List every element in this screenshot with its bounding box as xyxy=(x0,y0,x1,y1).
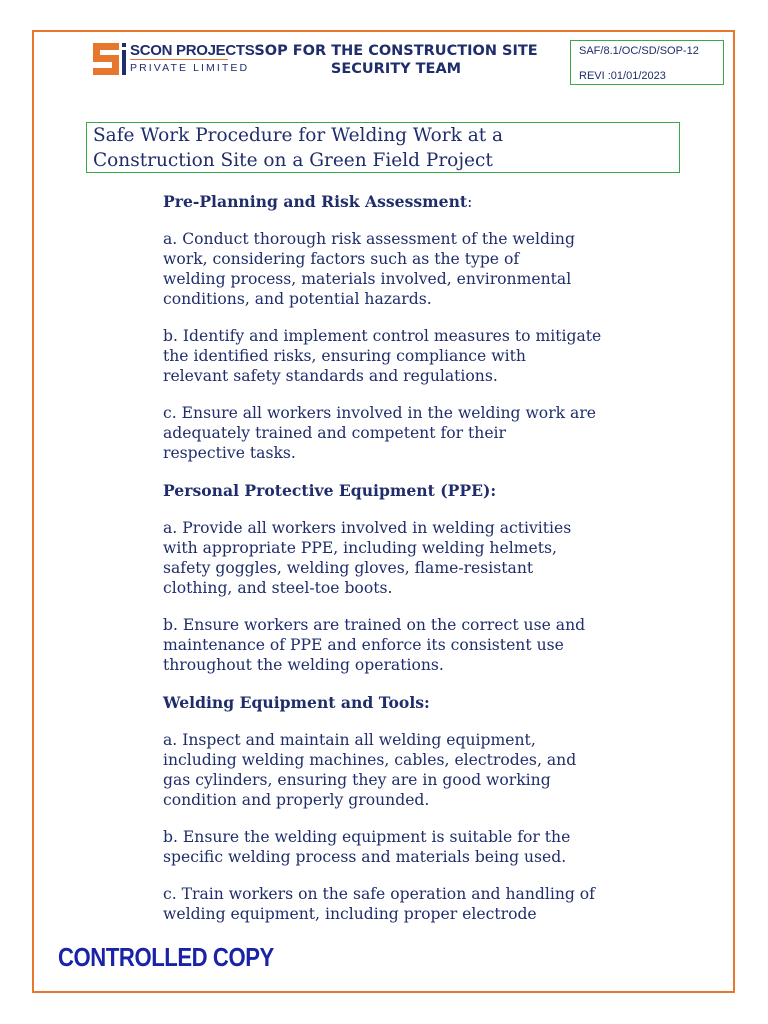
section-heading xyxy=(163,192,688,212)
list-item-line: with appropriate PPE, including welding helmets, xyxy=(163,539,557,557)
list-item-line: welding process, materials involved, environmental xyxy=(163,270,572,288)
list-item-line: the identified risks, ensuring compliance with xyxy=(163,347,526,365)
list-item-line: safety goggles, welding gloves, flame-resistant xyxy=(163,559,534,577)
logo-subtitle: PRIVATE LIMITED xyxy=(130,62,250,74)
procedure-content xyxy=(163,192,688,924)
document-title-line2: SECURITY TEAM xyxy=(330,61,462,77)
reference-code: SAF/8.1/OC/SD/SOP-12 xyxy=(579,45,699,57)
section-heading-text: Pre-Planning and Risk Assessment xyxy=(163,192,468,211)
list-item-line: condition and properly grounded. xyxy=(163,791,430,809)
list-item xyxy=(163,730,688,810)
list-item-line: maintenance of PPE and enforce its consistent use xyxy=(163,636,564,654)
procedure-title-line2: Construction Site on a Green Field Project xyxy=(93,150,493,171)
section-heading-suffix: : xyxy=(467,193,473,211)
list-item-line: including welding machines, cables, electrodes, and xyxy=(163,751,577,769)
list-item-line: a. Conduct thorough risk assessment of the welding xyxy=(163,230,575,248)
list-item-line: throughout the welding operations. xyxy=(163,656,444,674)
list-item-line: conditions, and potential hazards. xyxy=(163,290,432,308)
list-item-line: work, considering factors such as the type of xyxy=(163,250,520,268)
controlled-copy-stamp: CONTROLLED COPY xyxy=(58,942,274,972)
revision-date: REVI :01/01/2023 xyxy=(579,70,666,82)
list-item xyxy=(163,518,688,598)
list-item xyxy=(163,884,688,924)
list-item xyxy=(163,229,688,309)
list-item-line: c. Ensure all workers involved in the welding work are xyxy=(163,404,597,422)
procedure-title-box xyxy=(86,122,680,173)
list-item xyxy=(163,403,688,463)
scon-logo-icon xyxy=(92,42,126,76)
list-item-line: b. Ensure workers are trained on the correct use and xyxy=(163,616,586,634)
list-item-line: respective tasks. xyxy=(163,444,296,462)
list-item-line: gas cylinders, ensuring they are in good working xyxy=(163,771,551,789)
list-item-line: specific welding process and materials being used. xyxy=(163,848,567,866)
procedure-title-line1: Safe Work Procedure for Welding Work at a xyxy=(93,125,504,146)
document-title xyxy=(240,42,552,78)
list-item-line: relevant safety standards and regulations. xyxy=(163,367,498,385)
section-heading-text: Welding Equipment and Tools: xyxy=(163,693,430,712)
list-item-line: b. Identify and implement control measures to mitigate xyxy=(163,327,602,345)
list-item xyxy=(163,615,688,675)
logo-name: SCON PROJECTS xyxy=(130,42,255,59)
section-heading xyxy=(163,481,688,501)
logo-rule xyxy=(130,59,228,60)
reference-box xyxy=(570,40,724,85)
document-title-line1: SOP FOR THE CONSTRUCTION SITE xyxy=(254,43,538,59)
list-item-line: c. Train workers on the safe operation and handling of xyxy=(163,885,595,903)
list-item xyxy=(163,827,688,867)
company-logo xyxy=(92,42,255,80)
section-heading-text: Personal Protective Equipment (PPE): xyxy=(163,481,497,500)
list-item-line: b. Ensure the welding equipment is suitable for the xyxy=(163,828,571,846)
list-item-line: adequately trained and competent for their xyxy=(163,424,507,442)
list-item xyxy=(163,326,688,386)
section-heading xyxy=(163,693,688,713)
list-item-line: a. Inspect and maintain all welding equipment, xyxy=(163,731,536,749)
list-item-line: welding equipment, including proper electrode xyxy=(163,905,537,923)
list-item-line: a. Provide all workers involved in welding activities xyxy=(163,519,572,537)
list-item-line: clothing, and steel-toe boots. xyxy=(163,579,393,597)
